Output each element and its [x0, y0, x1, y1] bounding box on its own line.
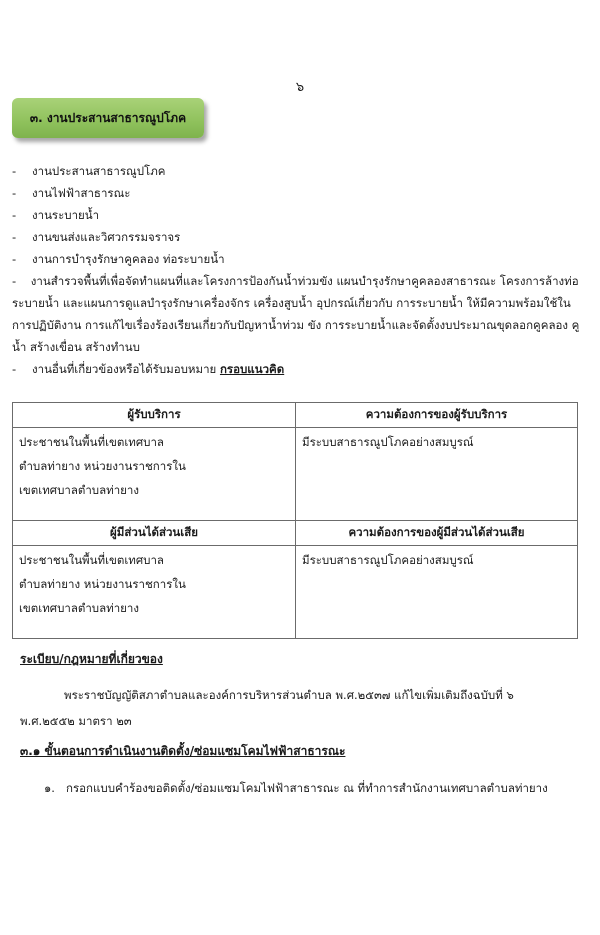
section-title-box	[12, 98, 204, 138]
list-item-long: - งานสำรวจพื้นที่เพื่อจัดทำแผนที่และโครงการป้องกันน้ำท่วมขัง แผนบำรุงรักษาคูคลองสาธารณะ โครงการล้างท่อระบายน้ำ และแผนการดูแลบำรุงรักษาเครื่องจักร เครื่องสูบน้ำ อุปกรณ์เกี่ยวกับ การระบายน้ำ ให้มีความพร้อมใช้ในการปฏิบัติงาน การแก้ไขเรื่องร้องเรียนเกี่ยวกับปัญหาน้ำท่วม ขัง การระบายน้ำและจัดตั้งงบประมาณขุดลอกคูคลอง คูน้ำ สร้างเขื่อน สร้างทำนบ	[12, 274, 580, 354]
page-number: ๖	[295, 80, 305, 95]
last-item-text: งานอื่นที่เกี่ยวข้องหรือได้รับมอบหมาย	[32, 362, 217, 376]
list-item: - งานอื่นที่เกี่ยวข้องหรือได้รับมอบหมาย กรอบแนวคิด	[12, 362, 285, 376]
table-header-cell: ความต้องการของผู้มีส่วนได้ส่วนเสีย	[296, 521, 578, 546]
step-number: ๑.	[44, 781, 55, 795]
procedure-heading: ๓.๑ ขั้นตอนการดำเนินงานติดตั้ง/ซ่อมแซมโคมไฟฟ้าสาธารณะ	[20, 744, 346, 758]
list-item: - งานระบายน้ำ	[12, 208, 100, 222]
table-cell: มีระบบสาธารณูปโภคอย่างสมบูรณ์	[296, 546, 578, 639]
framework-label: กรอบแนวคิด	[219, 362, 285, 376]
law-text: พระราชบัญญัติสภาตำบลและองค์การบริหารส่วนตำบล พ.ศ.๒๕๓๗ แก้ไขเพิ่มเติมถึงฉบับที่ ๖ พ.ศ.๒๕๕๒ มาตรา ๒๓	[20, 688, 514, 728]
duty-list	[12, 160, 590, 380]
list-item: - งานขนส่งและวิศวกรรมจราจร	[12, 230, 181, 244]
section-title: ๓. งานประสานสาธารณูปโภค	[29, 110, 187, 125]
step-text: กรอกแบบคำร้องขอติดตั้ง/ซ่อมแซมโคมไฟฟ้าสาธารณะ ณ ที่ทำการสำนักงานเทศบาลตำบลท่ายาง	[66, 781, 548, 795]
list-item: - งานการบำรุงรักษาคูคลอง ท่อระบายน้ำ	[12, 252, 225, 266]
procedure-step	[44, 775, 554, 801]
table-header-row	[13, 521, 578, 546]
requirements-table	[12, 402, 578, 639]
table-row	[13, 428, 578, 521]
table-header-cell: ผู้มีส่วนได้ส่วนเสีย	[13, 521, 296, 546]
table-header-cell: ผู้รับบริการ	[13, 403, 296, 428]
table-cell: ประชาชนในพื้นที่เขตเทศบาล ตำบลท่ายาง หน่วยงานราชการใน เขตเทศบาลตำบลท่ายาง	[13, 546, 296, 639]
law-heading: ระเบียบ/กฎหมายที่เกี่ยวของ	[20, 652, 163, 666]
table-cell: มีระบบสาธารณูปโภคอย่างสมบูรณ์	[296, 428, 578, 521]
table-row	[13, 546, 578, 639]
list-item: - งานไฟฟ้าสาธารณะ	[12, 186, 131, 200]
list-item: - งานประสานสาธารณูปโภค	[12, 164, 166, 178]
table-header-cell: ความต้องการของผู้รับบริการ	[296, 403, 578, 428]
table-header-row	[13, 403, 578, 428]
table-cell: ประชาชนในพื้นที่เขตเทศบาล ตำบลท่ายาง หน่วยงานราชการใน เขตเทศบาลตำบลท่ายาง	[13, 428, 296, 521]
